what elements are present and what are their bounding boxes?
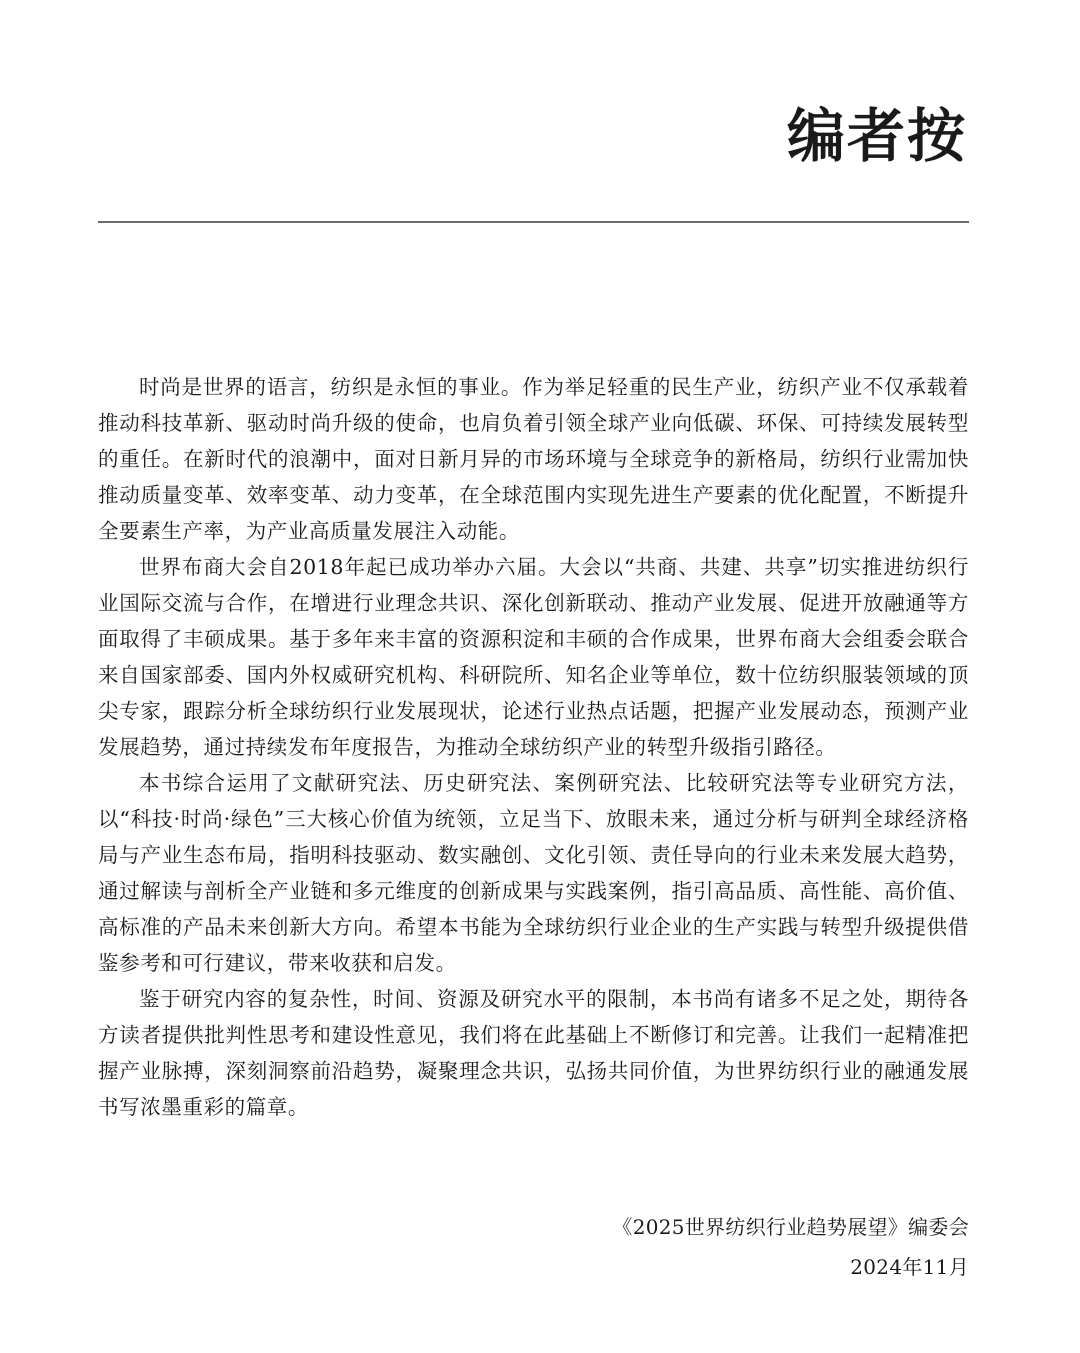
title-divider (98, 221, 969, 223)
signature-author: 《2025世界纺织行业趋势展望》编委会 (612, 1215, 969, 1239)
signature-date: 2024年11月 (850, 1255, 969, 1279)
paragraph-1: 时尚是世界的语言，纺织是永恒的事业。作为举足轻重的民生产业，纺织产业不仅承载着推动科技革新、驱动时尚升级的使命，也肩负着引领全球产业向低碳、环保、可持续发展转型的重任。在新时代的浪潮中，面对日新月异的市场环境与全球竞争的新格局，纺织行业需加快推动质量变革、效率变革、动力变革，在全球范围内实现先进生产要素的优化配置，不断提升全要素生产率，为产业高质量发展注入动能。 (98, 375, 969, 543)
editorial-body (98, 369, 969, 1125)
paragraph-4: 鉴于研究内容的复杂性，时间、资源及研究水平的限制，本书尚有诸多不足之处，期待各方读者提供批判性思考和建设性意见，我们将在此基础上不断修订和完善。让我们一起精准把握产业脉搏，深刻洞察前沿趋势，凝聚理念共识，弘扬共同价值，为世界纺织行业的融通发展书写浓墨重彩的篇章。 (98, 987, 969, 1119)
paragraph-3: 本书综合运用了文献研究法、历史研究法、案例研究法、比较研究法等专业研究方法，以“科技·时尚·绿色”三大核心价值为统领，立足当下、放眼未来，通过分析与研判全球经济格局与产业生态布局，指明科技驱动、数实融创、文化引领、责任导向的行业未来发展大趋势，通过解读与剖析全产业链和多元维度的创新成果与实践案例，指引高品质、高性能、高价值、高标准的产品未来创新大方向。希望本书能为全球纺织行业企业的生产实践与转型升级提供借鉴参考和可行建议，带来收获和启发。 (98, 771, 969, 975)
signature-block (612, 1207, 969, 1287)
paragraph-2: 世界布商大会自2018年起已成功举办六届。大会以“共商、共建、共享”切实推进纺织行业国际交流与合作，在增进行业理念共识、深化创新联动、推动产业发展、促进开放融通等方面取得了丰硕成果。基于多年来丰富的资源积淀和丰硕的合作成果，世界布商大会组委会联合来自国家部委、国内外权威研究机构、科研院所、知名企业等单位，数十位纺织服装领域的顶尖专家，跟踪分析全球纺织行业发展现状，论述行业热点话题，把握产业发展动态，预测产业发展趋势，通过持续发布年度报告，为推动全球纺织产业的转型升级指引路径。 (98, 555, 969, 759)
page-title: 编者按 (786, 102, 967, 170)
